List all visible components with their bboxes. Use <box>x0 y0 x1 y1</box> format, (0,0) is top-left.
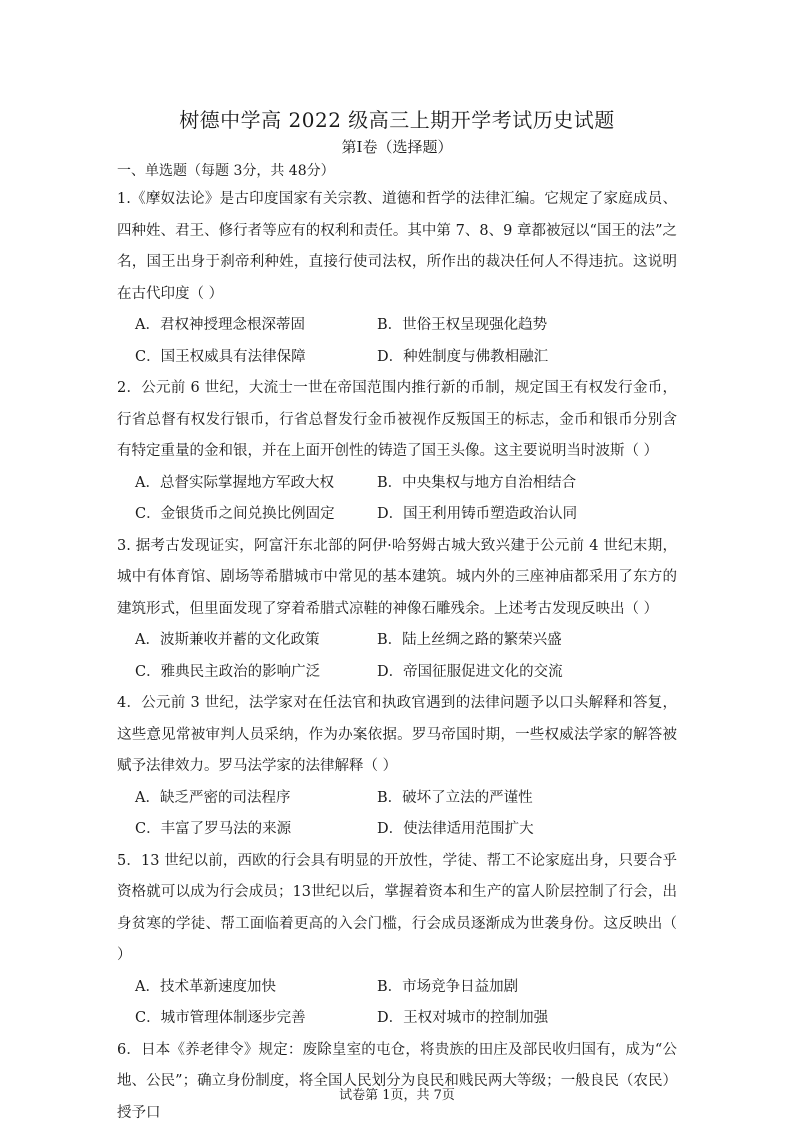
option-a: A．总督实际掌握地方军政大权 <box>117 468 377 500</box>
option-a: A．波斯兼收并蓄的文化政策 <box>117 625 377 657</box>
question-4 <box>117 688 677 846</box>
section-heading: 一、单选题（每题 3分，共 48分） <box>117 160 335 180</box>
option-d: D．使法律适用范围扩大 <box>377 814 637 846</box>
option-a: A．君权神授理念根深蒂固 <box>117 310 377 342</box>
question-5 <box>117 846 677 1035</box>
question-options <box>117 625 677 688</box>
question-options <box>117 783 677 846</box>
option-c: C．城市管理体制逐步完善 <box>117 1003 377 1035</box>
exam-subtitle: 第Ⅰ卷（选择题） <box>0 136 794 157</box>
question-stem: 3. 据考古发现证实，阿富汗东北部的阿伊·哈努姆古城大致兴建于公元前 4 世纪末期，城中有体育馆、剧场等希腊城市中常见的基本建筑。城内外的三座神庙都采用了东方的建筑形式，但里面发现了穿着希腊式凉鞋的神像石雕残余。上述考古发现反映出（ ） <box>117 531 677 626</box>
option-a: A．缺乏严密的司法程序 <box>117 783 377 815</box>
question-6 <box>117 1035 677 1129</box>
question-stem: 5．13 世纪以前，西欧的行会具有明显的开放性，学徒、帮工不论家庭出身，只要合乎资格就可以成为行会成员；13世纪以后，掌握着资本和生产的富人阶层控制了行会，出身贫寒的学徒、帮工面临着更高的入会门槛，行会成员逐渐成为世袭身份。这反映出（ ） <box>117 846 677 972</box>
page-footer: 试卷第 1页，共 7页 <box>0 1084 794 1103</box>
option-c: C．雅典民主政治的影响广泛 <box>117 657 377 689</box>
option-d: D．国王利用铸币塑造政治认同 <box>377 499 637 531</box>
option-c: C．丰富了罗马法的来源 <box>117 814 377 846</box>
question-list <box>117 184 677 1129</box>
option-d: D．帝国征服促进文化的交流 <box>377 657 637 689</box>
option-d: D．种姓制度与佛教相融汇 <box>377 342 637 374</box>
option-b: B．市场竞争日益加剧 <box>377 972 637 1004</box>
question-stem: 6．日本《养老律令》规定：废除皇室的屯仓，将贵族的田庄及部民收归国有，成为“公地、公民”；确立身份制度，将全国人民划分为良民和贱民两大等级；一般良民（农民）授予口 <box>117 1035 677 1129</box>
option-b: B．破坏了立法的严谨性 <box>377 783 637 815</box>
question-stem: 1.《摩奴法论》是古印度国家有关宗教、道德和哲学的法律汇编。它规定了家庭成员、四种姓、君王、修行者等应有的权利和责任。其中第 7、8、9 章都被冠以“国王的法”之名，国王出身于刹帝利种姓，直接行使司法权，所作出的裁决任何人不得违抗。这说明在古代印度（ ） <box>117 184 677 310</box>
option-b: B．世俗王权呈现强化趋势 <box>377 310 637 342</box>
option-c: C．金银货币之间兑换比例固定 <box>117 499 377 531</box>
question-options <box>117 468 677 531</box>
option-a: A．技术革新速度加快 <box>117 972 377 1004</box>
question-options <box>117 972 677 1035</box>
option-c: C．国王权威具有法律保障 <box>117 342 377 374</box>
question-stem: 4．公元前 3 世纪，法学家对在任法官和执政官遇到的法律问题予以口头解释和答复，这些意见常被审判人员采纳，作为办案依据。罗马帝国时期，一些权威法学家的解答被赋予法律效力。罗马法学家的法律解释（ ） <box>117 688 677 783</box>
option-b: B．中央集权与地方自治相结合 <box>377 468 637 500</box>
question-3 <box>117 531 677 689</box>
question-1 <box>117 184 677 373</box>
question-2 <box>117 373 677 531</box>
option-b: B．陆上丝绸之路的繁荣兴盛 <box>377 625 637 657</box>
question-stem: 2．公元前 6 世纪，大流士一世在帝国范围内推行新的币制，规定国王有权发行金币，行省总督有权发行银币，行省总督发行金币被视作反叛国王的标志，金币和银币分别含有特定重量的金和银，并在上面开创性的铸造了国王头像。这主要说明当时波斯（ ） <box>117 373 677 468</box>
exam-title: 树德中学高 2022 级高三上期开学考试历史试题 <box>0 104 794 133</box>
question-options <box>117 310 677 373</box>
option-d: D．王权对城市的控制加强 <box>377 1003 637 1035</box>
